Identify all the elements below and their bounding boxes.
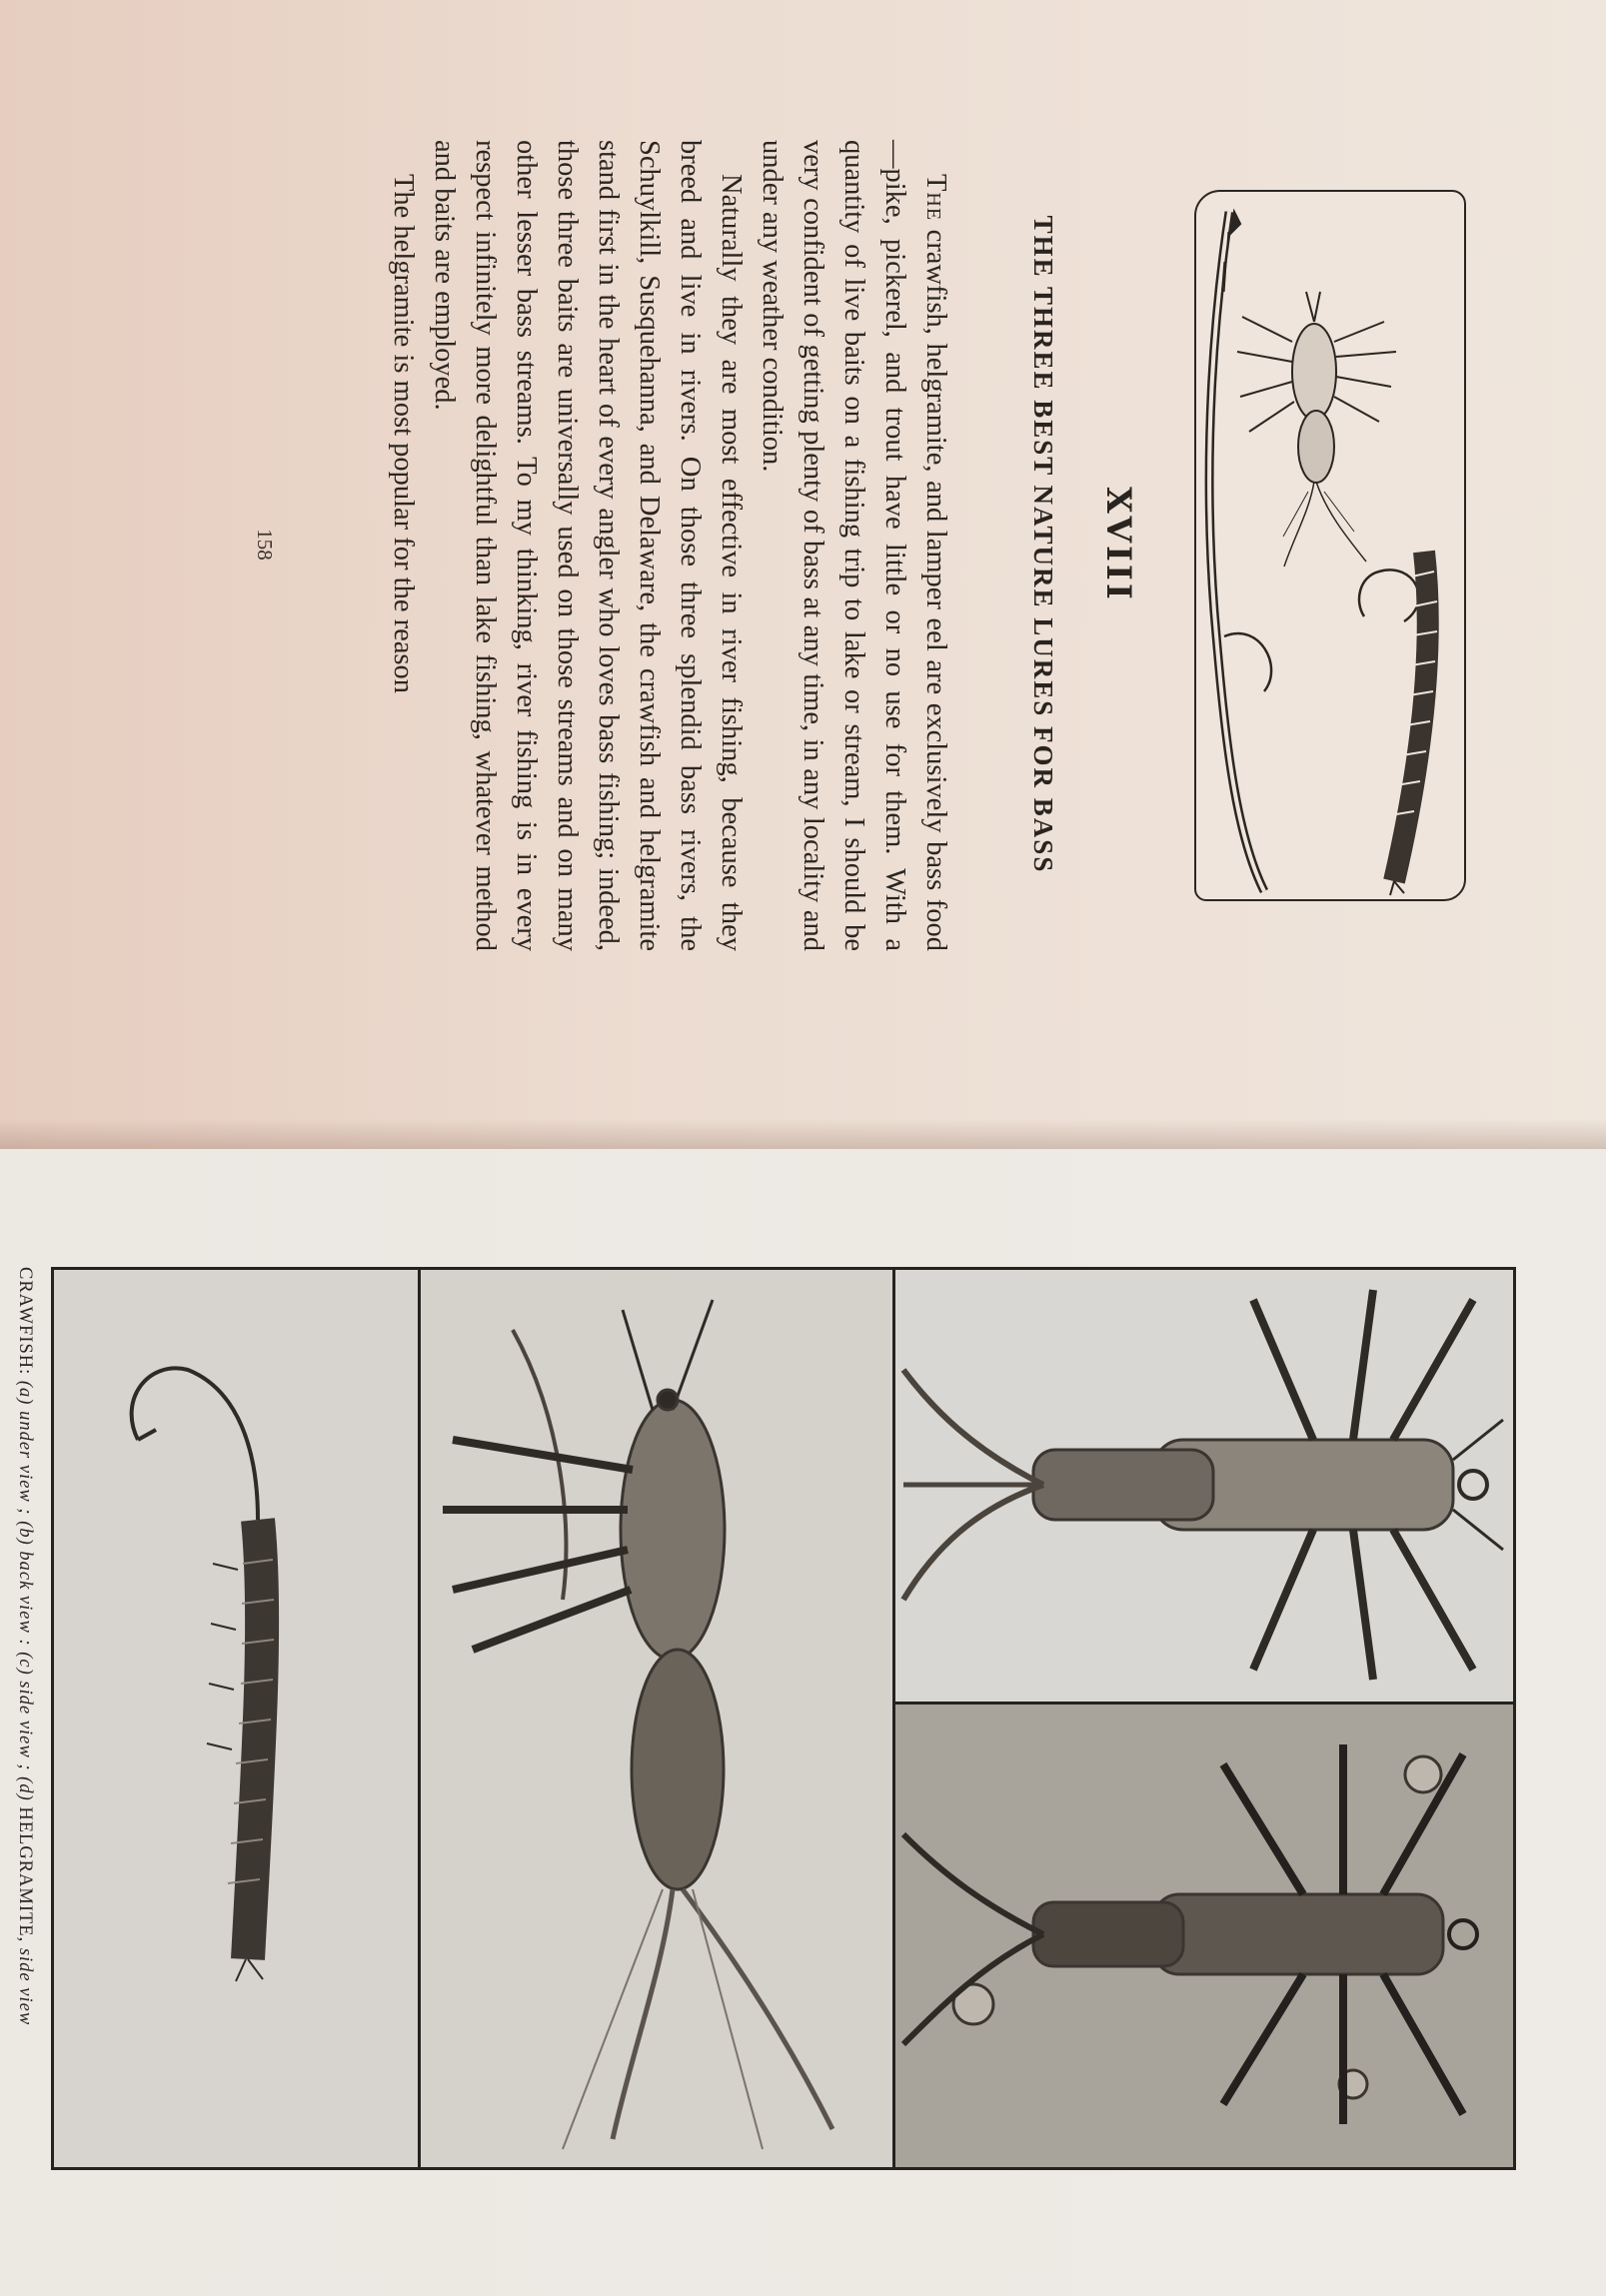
chapter-title: THE THREE BEST NATURE LURES FOR BASS: [1028, 215, 1058, 874]
paragraph-1: [752, 140, 956, 951]
caption-d-label: (d): [15, 1770, 35, 1807]
crawfish-side-view-icon: [421, 1270, 892, 2167]
right-page: [0, 1149, 1606, 2296]
plate-panel-c: [418, 1270, 892, 2167]
crawfish-under-view-icon: [895, 1270, 1513, 1702]
caption-a: (a) under view ;: [15, 1380, 35, 1516]
paragraph-3: [383, 140, 424, 951]
page-number: 158: [253, 529, 277, 561]
plate-panel-b: [892, 1705, 1513, 2167]
plate-caption: [14, 1267, 35, 2164]
paragraph-text: Naturally they are most effective in river fishing, because they breed and live in rivers. On those three splendid bass rivers, the Schuylkill, Susquehanna, and Delaware, the crawfish and helgramite stand first in the heart of every angler who loves bass fishing; indeed, those three baits are universally used on those streams and on many other lesser bass streams. To my thinking, river fishing is in every respect infinitely more delightful than lake fishing, whatever method and baits are employed.: [429, 140, 747, 951]
caption-prefix: CRAWFISH:: [15, 1267, 35, 1381]
chapter-headpiece-illustration: [1194, 190, 1466, 901]
caption-b: (b) back view :: [15, 1515, 35, 1647]
paragraph-2: [424, 140, 752, 951]
lamper-eel-icon: [1209, 212, 1264, 891]
paragraph-text: The helgramite is most popular for the reason: [388, 174, 419, 693]
caption-d-view: side view: [15, 1942, 35, 2026]
plate-panel-a: [892, 1270, 1513, 1705]
helgramite-side-view-icon: [54, 1270, 418, 2167]
helgramite-icon: [1390, 552, 1437, 895]
caption-c: (c) side view ;: [15, 1646, 35, 1771]
headpiece-drawing: [1196, 192, 1464, 899]
plate-panel-d: [54, 1270, 418, 2167]
hook-icon: [1224, 570, 1419, 691]
paragraph-lead: The: [920, 174, 951, 222]
caption-d-name: HELGRAMITE,: [15, 1806, 35, 1943]
crawfish-back-view-icon: [895, 1705, 1513, 2167]
paragraph-text: crawfish, helgramite, and lamper eel are exclusively bass food—pike, pickerel, and trout have little or no use for them. With a quantity of live baits on a fishing trip to lake or stream, I should be very confident of getting plenty of bass at any time, in any locality and under any weather condition.: [757, 140, 951, 951]
chapter-number: XVIII: [1098, 487, 1138, 602]
photo-plate: [51, 1267, 1516, 2170]
crawfish-icon: [1237, 292, 1396, 567]
chapter-body: [383, 140, 956, 951]
